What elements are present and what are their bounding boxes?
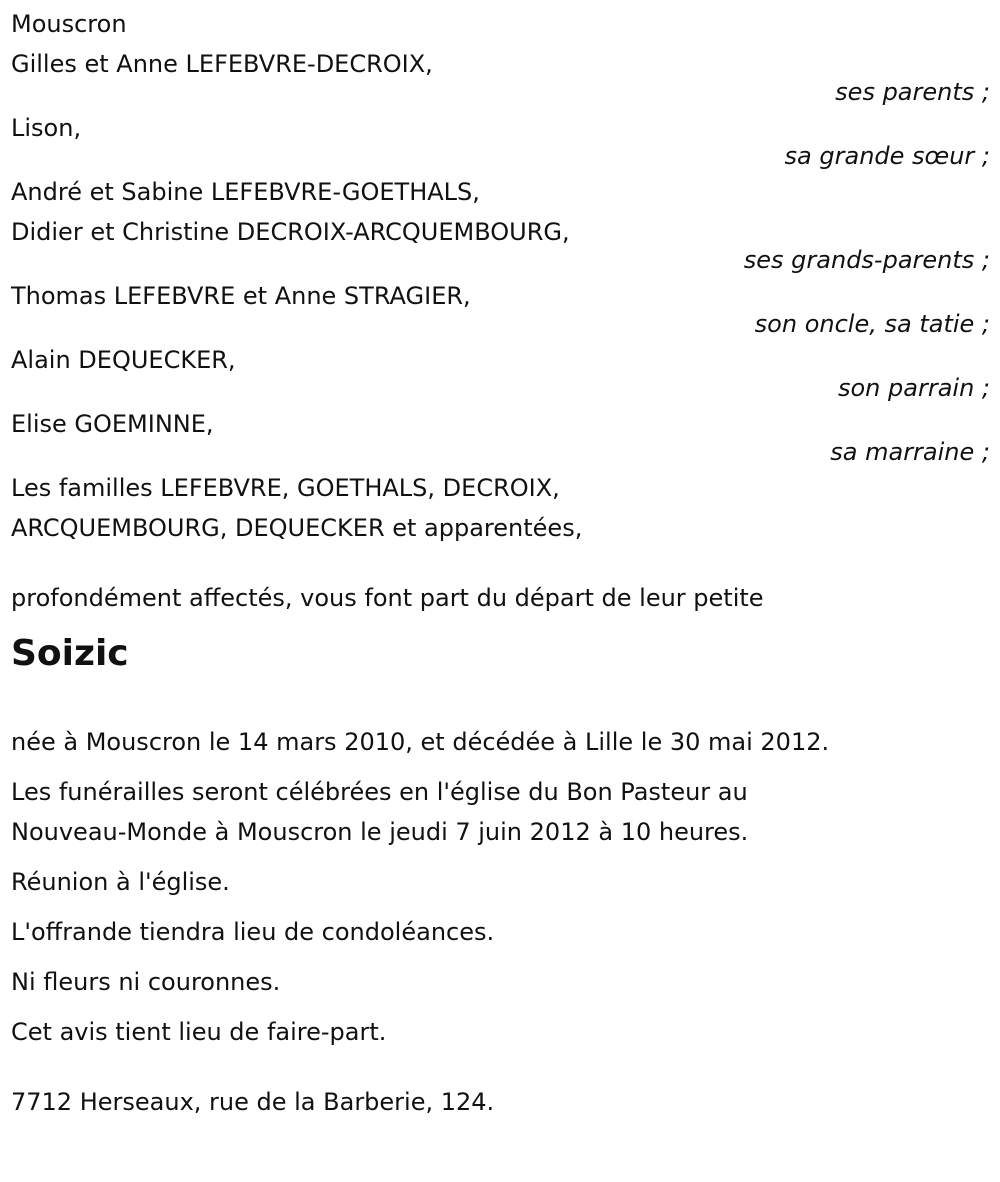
birth-death-text: née à Mouscron le 14 mars 2010, et décédée à Lille le 30 mai 2012. — [11, 728, 830, 756]
families-block — [11, 468, 990, 548]
announcement-text: profondément affectés, vous font part du départ de leur petite — [11, 584, 764, 612]
offering-text: L'offrande tiendra lieu de condoléances. — [11, 918, 495, 946]
family-names: André et Sabine LEFEBVRE-GOETHALS, — [11, 178, 480, 206]
address-text: 7712 Herseaux, rue de la Barberie, 124. — [11, 1088, 495, 1116]
family-block-uncle-aunt — [11, 276, 990, 336]
family-block-grandparents — [11, 172, 990, 272]
obituary-notice — [11, 4, 990, 1122]
families-line: ARCQUEMBOURG, DEQUECKER et apparentées, — [11, 514, 583, 542]
family-role: son oncle, sa tatie ; — [754, 310, 990, 338]
family-block-sister — [11, 108, 990, 168]
notice-text: Cet avis tient lieu de faire-part. — [11, 1018, 387, 1046]
family-names: Gilles et Anne LEFEBVRE-DECROIX, — [11, 50, 433, 78]
city-heading: Mouscron — [11, 10, 127, 38]
family-block-parents — [11, 44, 990, 104]
family-names: Elise GOEMINNE, — [11, 410, 214, 438]
funeral-text: Nouveau-Monde à Mouscron le jeudi 7 juin 2012 à 10 heures. — [11, 818, 749, 846]
family-block-godfather — [11, 340, 990, 400]
family-role: sa marraine ; — [830, 438, 990, 466]
family-names: Thomas LEFEBVRE et Anne STRAGIER, — [11, 282, 471, 310]
family-names: Lison, — [11, 114, 82, 142]
family-role: sa grande sœur ; — [784, 142, 990, 170]
meeting-text: Réunion à l'église. — [11, 868, 230, 896]
family-role: son parrain ; — [837, 374, 990, 402]
funeral-text: Les funérailles seront célébrées en l'église du Bon Pasteur au — [11, 778, 748, 806]
deceased-name: Soizic — [11, 633, 129, 674]
families-line: Les familles LEFEBVRE, GOETHALS, DECROIX, — [11, 474, 560, 502]
flowers-text: Ni fleurs ni couronnes. — [11, 968, 281, 996]
family-names: Didier et Christine DECROIX-ARCQUEMBOURG, — [11, 218, 570, 246]
family-names: Alain DEQUECKER, — [11, 346, 236, 374]
family-role: ses grands-parents ; — [743, 246, 990, 274]
family-role: ses parents ; — [835, 78, 990, 106]
family-block-godmother — [11, 404, 990, 464]
